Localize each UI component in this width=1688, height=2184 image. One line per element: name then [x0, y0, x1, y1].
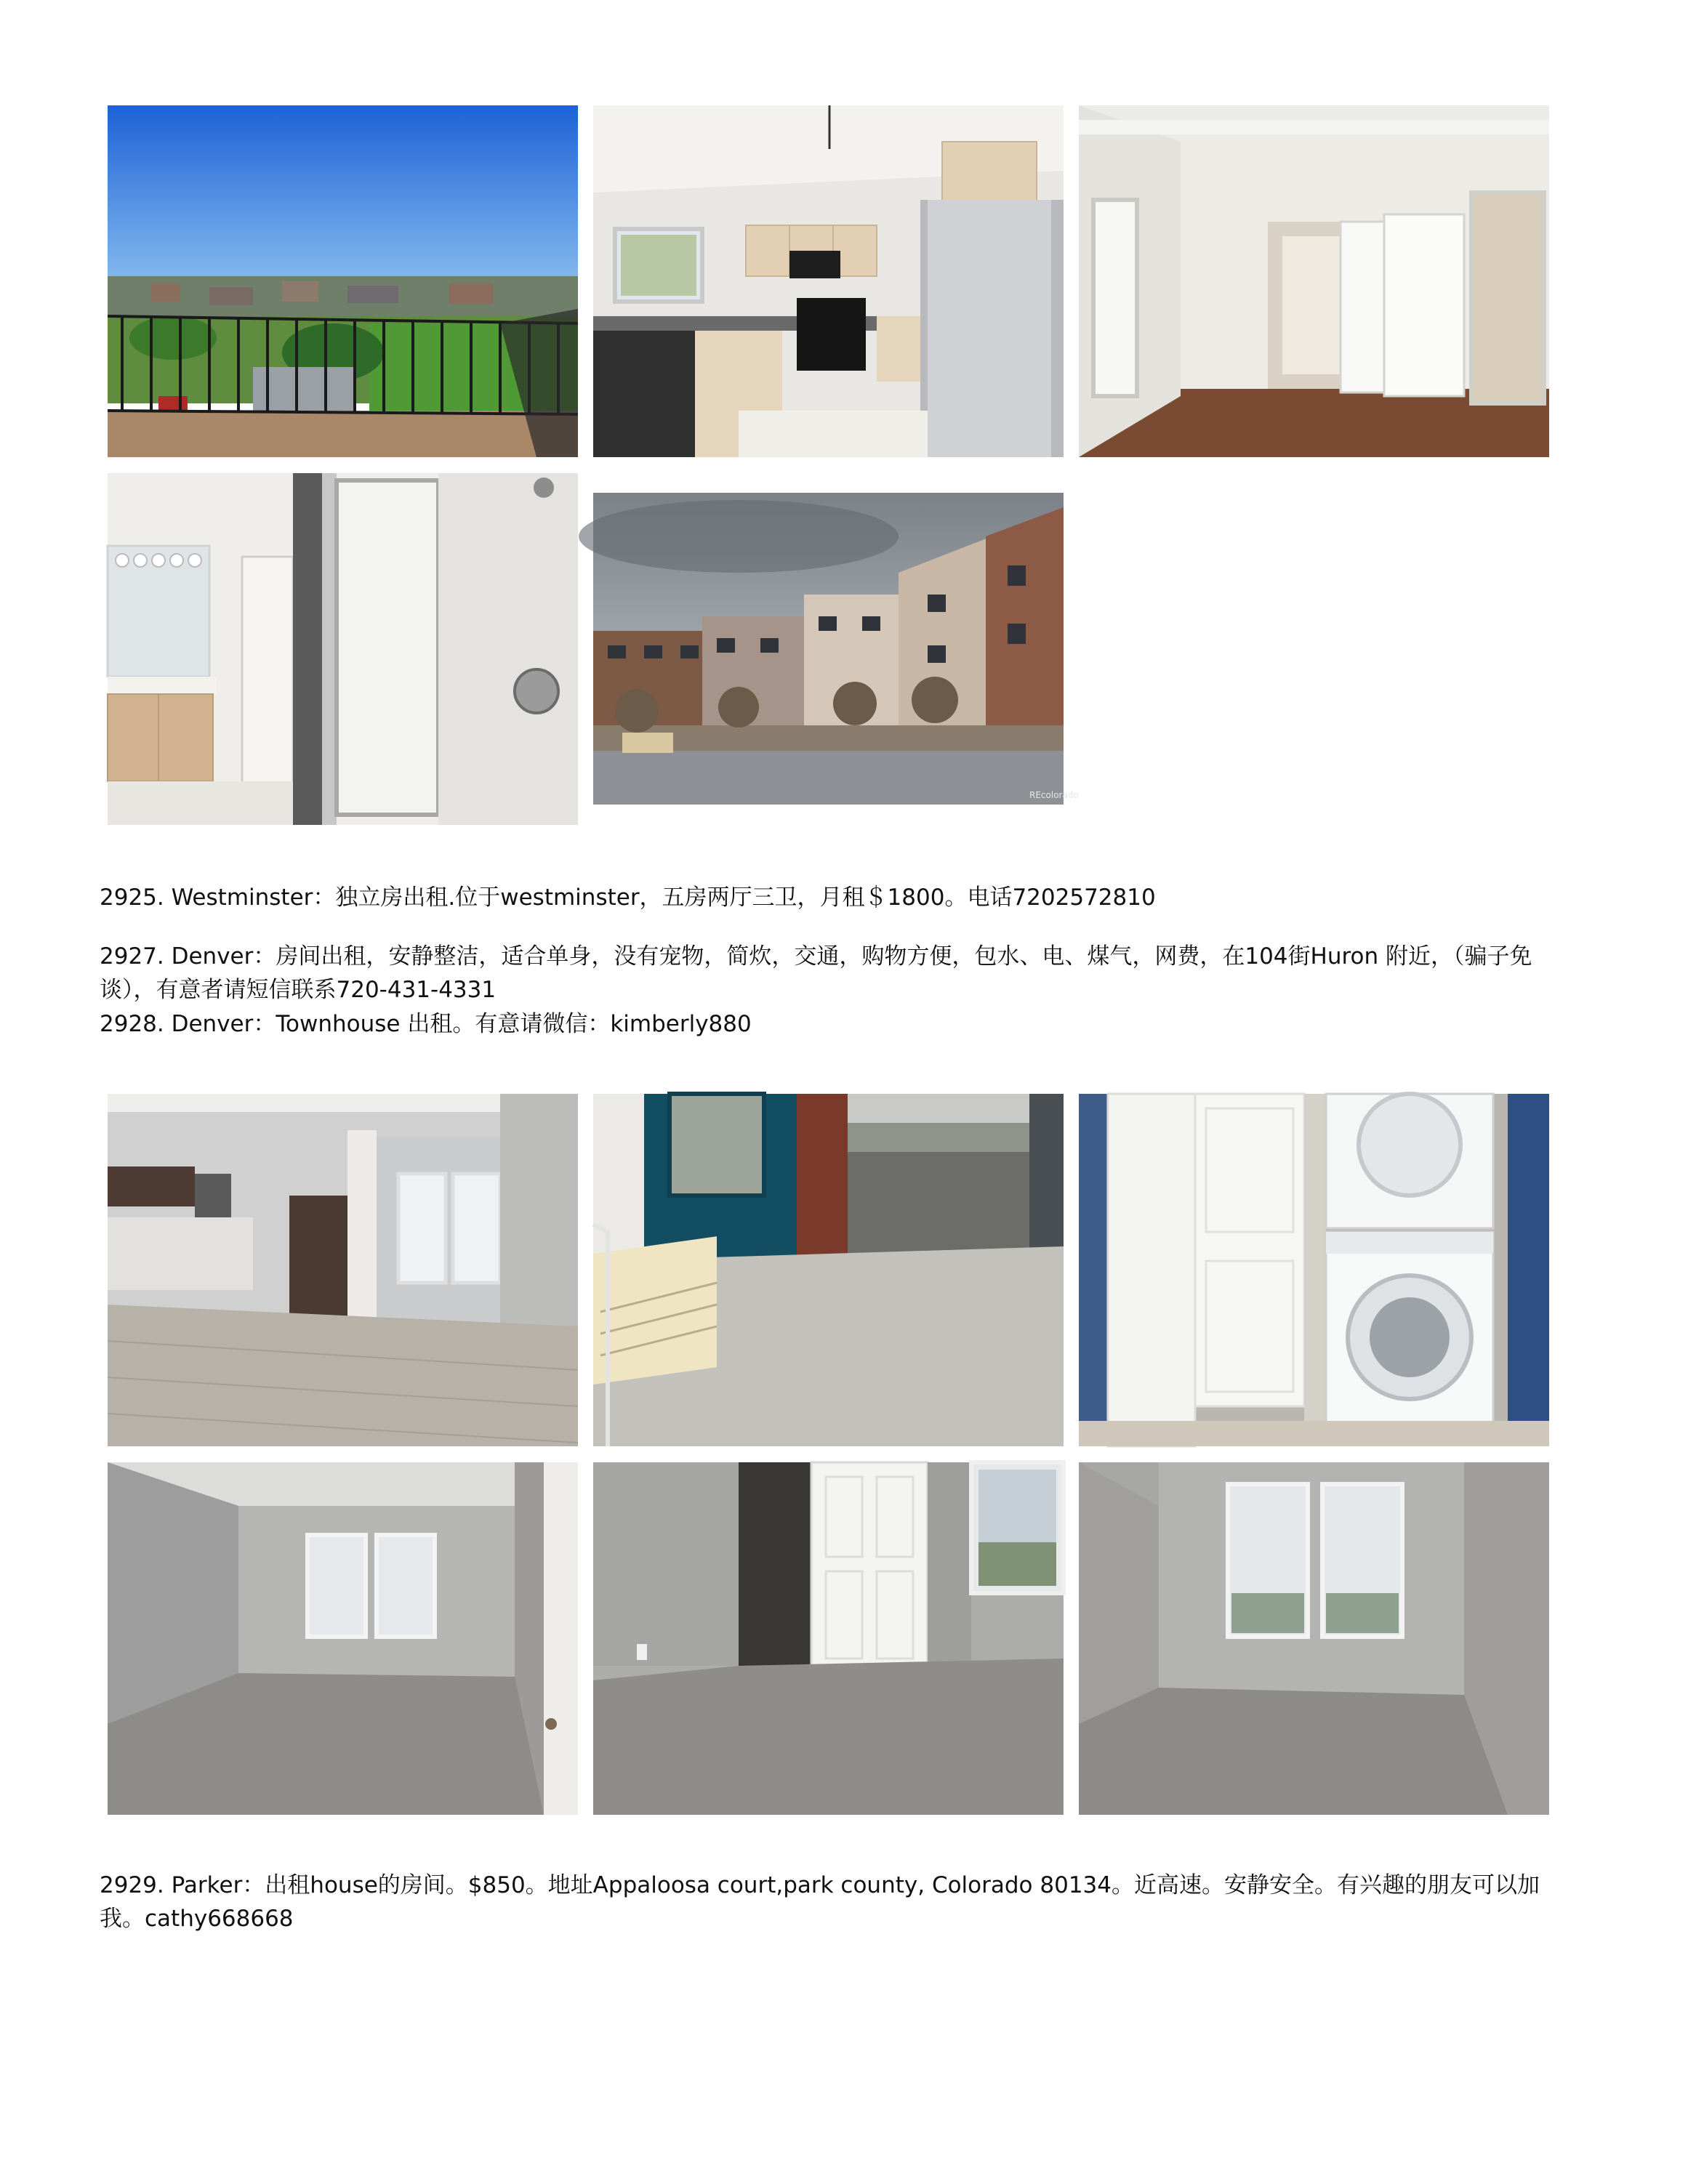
- watermark-text: REcolorado: [1029, 790, 1079, 800]
- photo-laundry-closet: [1079, 1094, 1549, 1446]
- photo-building-exterior: [593, 493, 1079, 805]
- listing-2928: 2928. Denver：Townhouse 出租。有意请微信：kimberly880: [100, 1011, 752, 1037]
- photo-front-porch: [593, 1094, 1064, 1446]
- listing-2925: 2925. Westminster：独立房出租.位于westminster，五房两厅三卫，月租＄1800。电话7202572810: [100, 885, 1156, 911]
- listing-2929: 2929. Parker：出租house的房间。$850。地址Appaloosa court,park county, Colorado 80134。近高速。安静安全。有兴趣的朋友可以加我。cathy668668: [100, 1872, 1540, 1932]
- photo-kitchen: [593, 105, 1064, 457]
- photo-hallway: [1079, 105, 1549, 457]
- photo-bedroom-closet: [593, 1462, 1064, 1815]
- photo-bedroom-3: [1079, 1462, 1549, 1815]
- photo-bathroom: [108, 473, 578, 825]
- listing-2927: 2927. Denver：房间出租，安静整洁，适合单身，没有宠物，简炊，交通，购物方便，包水、电、煤气，网费，在104街Huron 附近，（骗子免谈），有意者请短信联系720-431-4331: [100, 943, 1532, 1003]
- photo-open-kitchen: [108, 1094, 578, 1446]
- photo-bedroom-1: [108, 1462, 578, 1815]
- photo-balcony-view: [108, 105, 578, 457]
